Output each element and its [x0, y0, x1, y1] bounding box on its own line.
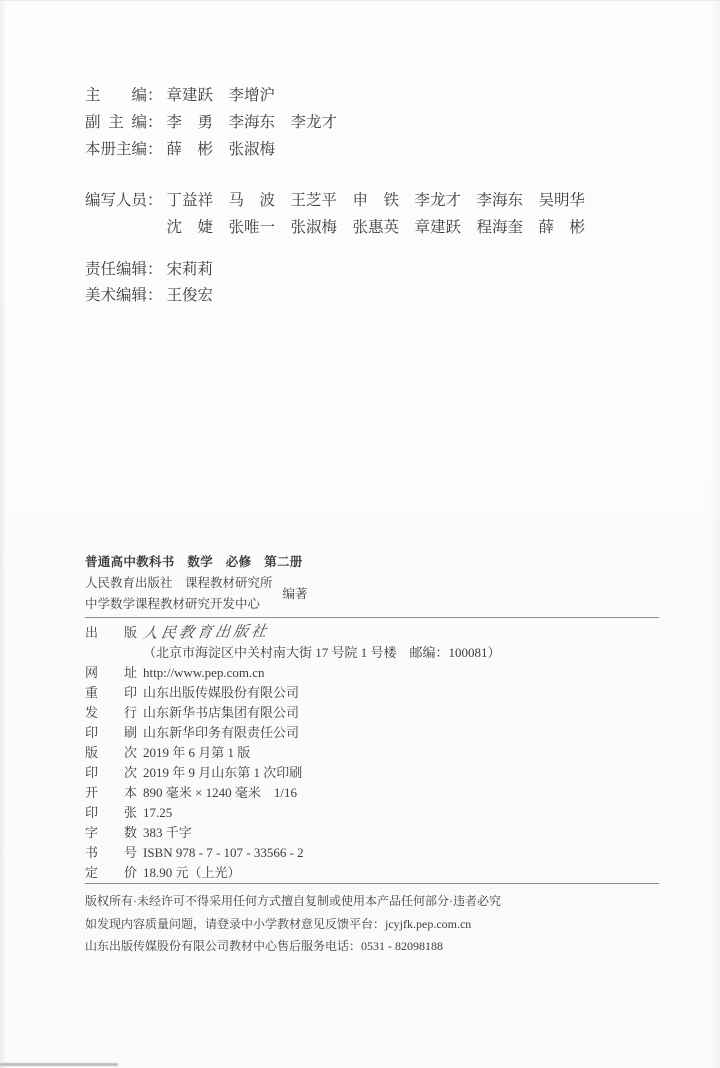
isbn-label: 书号 [85, 845, 137, 860]
wordcount-value: 383 千字 [143, 825, 192, 840]
divider-bottom [85, 883, 659, 884]
wordcount-row [85, 823, 665, 843]
publisher-label: 出版 [85, 625, 137, 640]
writers-line-1: 丁益祥 马 波 王芝平 申 铁 李龙才 李海东 吴明华 [166, 192, 586, 209]
author-org-line-1: 人民教育出版社 课程教材研究所 [85, 576, 273, 590]
art-editor-name: 王俊宏 [166, 287, 214, 304]
distribution-row [85, 703, 665, 723]
service-phone-notice: 山东出版传媒股份有限公司教材中心售后服务电话：0531 - 82098188 [85, 939, 443, 953]
edition-value: 2019 年 6 月第 1 版 [143, 745, 251, 760]
reprint-label: 重印 [85, 685, 137, 700]
volume-editor-row [85, 136, 665, 163]
reprint-row [85, 683, 665, 703]
page-content [85, 1, 665, 958]
printing-company: 山东新华印务有限责任公司 [143, 725, 300, 740]
divider-top [85, 617, 659, 618]
art-editor-label: 美术编辑 [85, 287, 148, 304]
chief-editor-label: 主编 [85, 87, 147, 104]
author-org-line-2: 中学数学课程教材研究开发中心 [85, 597, 261, 611]
sheets-row [85, 803, 665, 823]
responsible-editor-row [85, 257, 665, 283]
copyright-notice: 版权所有·未经许可不得采用任何方式擅自复制或使用本产品任何部分·违者必究 [85, 894, 501, 908]
legal-notices-section [85, 890, 665, 958]
price-label: 定价 [85, 865, 137, 880]
publisher-script-logo: 人民教育出版社 [141, 623, 271, 643]
book-title-block [85, 552, 665, 615]
scan-edge-artifact [0, 1063, 118, 1066]
sheets-value: 17.25 [143, 805, 173, 820]
isbn-row [85, 843, 665, 863]
wordcount-label: 字数 [85, 825, 137, 840]
deputy-editor-row [85, 109, 665, 136]
colon: ： [147, 192, 163, 209]
chief-editor-row [85, 82, 665, 109]
reprint-company: 山东出版传媒股份有限公司 [143, 685, 300, 700]
author-org-lines [85, 573, 273, 615]
volume-editor-names: 薛 彬 张淑梅 [166, 141, 276, 158]
writers-names [167, 187, 586, 241]
book-series-title: 普通高中教科书 数学 必修 第二册 [85, 555, 303, 569]
format-row [85, 783, 665, 803]
format-label: 开本 [85, 785, 137, 800]
colon: ： [147, 114, 163, 131]
staff-editors-section [85, 257, 665, 309]
sheets-label: 印张 [85, 805, 137, 820]
responsible-editor-label: 责任编辑 [85, 261, 148, 278]
printing-label: 印刷 [85, 725, 137, 740]
responsible-editor-name: 宋莉莉 [166, 261, 214, 278]
publisher-row [85, 623, 665, 643]
edition-row [85, 743, 665, 763]
colophon-section [85, 623, 665, 883]
format-value: 890 毫米 × 1240 毫米 1/16 [143, 785, 297, 800]
author-role: 编著 [282, 586, 308, 601]
feedback-notice: 如发现内容质量问题，请登录中小学教材意见反馈平台：jcyjfk.pep.com.cn [85, 916, 472, 931]
publisher-address-row [85, 643, 665, 663]
deputy-editor-names: 李 勇 李海东 李龙才 [166, 114, 338, 131]
website-row [85, 663, 665, 683]
distribution-label: 发行 [85, 705, 137, 720]
publisher-address: （北京市海淀区中关村南大街 17 号院 1 号楼 邮编：100081） [143, 645, 501, 660]
colon: ： [147, 87, 163, 104]
distribution-company: 山东新华书店集团有限公司 [143, 705, 300, 720]
printing-row [85, 723, 665, 743]
writers-line-2: 沈 婕 张唯一 张淑梅 张惠英 章建跃 程海奎 薛 彬 [166, 219, 586, 236]
author-org-wrap [85, 573, 665, 615]
website-url: http://www.pep.com.cn [143, 665, 265, 680]
chief-editor-names: 章建跃 李增沪 [166, 87, 276, 104]
impression-label: 印次 [85, 765, 137, 780]
empty-label [85, 643, 137, 663]
impression-value: 2019 年 9 月山东第 1 次印刷 [143, 765, 303, 780]
price-value: 18.90 元（上光） [143, 865, 241, 880]
colon: ： [147, 287, 163, 304]
art-editor-row [85, 283, 665, 309]
masthead-editors-section [85, 1, 665, 163]
colon: ： [147, 141, 163, 158]
writers-label: 编写人员 [85, 192, 148, 209]
volume-editor-label: 本册主编 [85, 141, 148, 158]
writers-section [85, 187, 665, 241]
impression-row [85, 763, 665, 783]
colon: ： [147, 261, 163, 278]
deputy-editor-label: 副主编 [85, 114, 147, 131]
isbn-value: ISBN 978 - 7 - 107 - 33566 - 2 [143, 845, 304, 860]
price-row [85, 863, 665, 883]
website-label: 网址 [85, 665, 137, 680]
edition-label: 版次 [85, 745, 137, 760]
